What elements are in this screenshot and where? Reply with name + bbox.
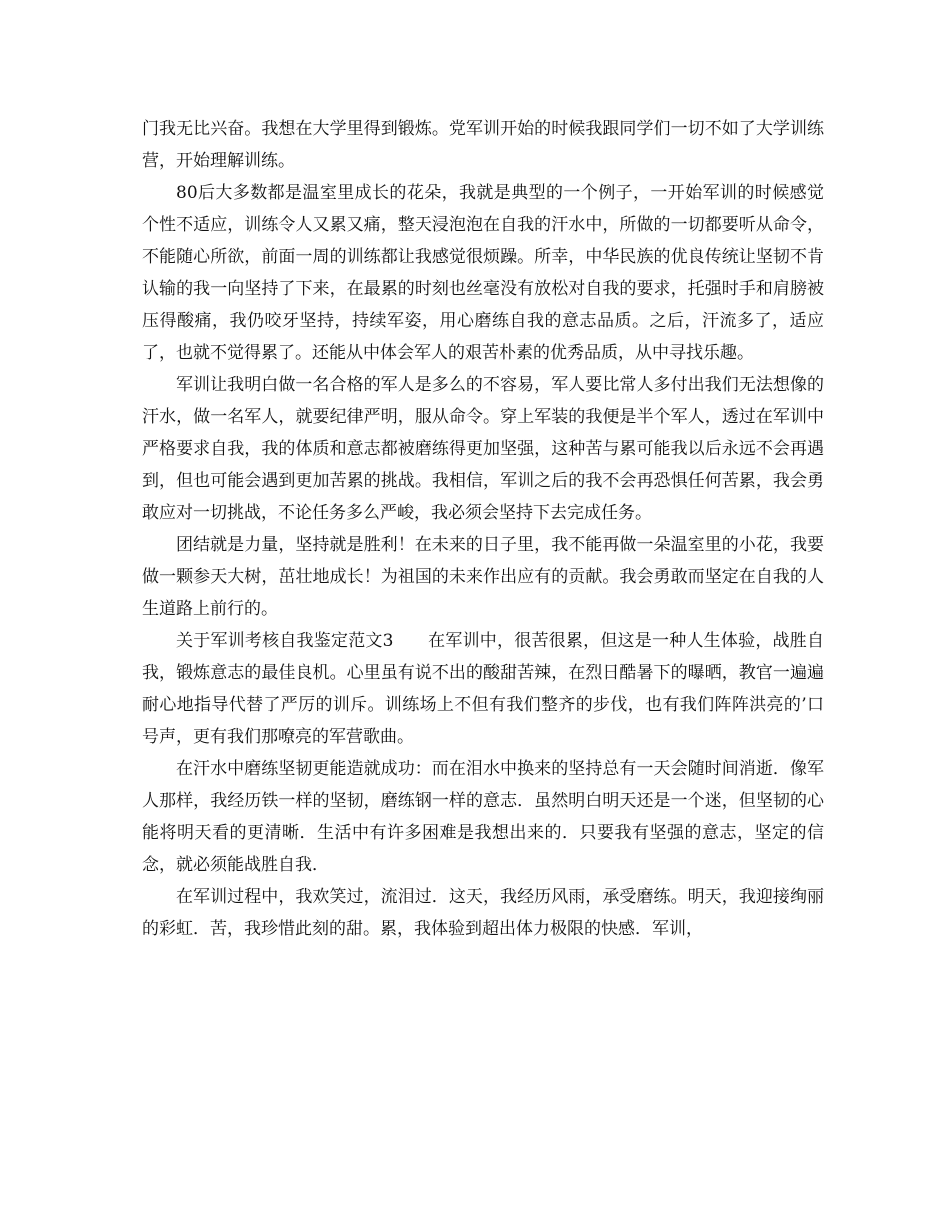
paragraph-4: 团结就是力量，坚持就是胜利！在未来的日子里，我不能再做一朵温室里的小花，我要做一颗参天大树，茁壮地成长！为祖国的未来作出应有的贡献。我会勇敢而坚定在自我的人生道路上前行的。 — [142, 535, 824, 619]
paragraph-7: 在军训过程中，我欢笑过，流泪过．这天，我经历风雨，承受磨练。明天，我迎接绚丽的彩虹．苦，我珍惜此刻的甜。累，我体验到超出体力极限的快感．军训， — [142, 887, 824, 939]
paragraph-1: 门我无比兴奋。我想在大学里得到锻炼。党军训开始的时候我跟同学们一切不如了大学训练营，开始理解训练。 — [142, 119, 824, 171]
paragraph-6: 在汗水中磨练坚韧更能造就成功：而在泪水中换来的坚持总有一天会随时间消逝．像军人那样，我经历铁一样的坚韧，磨练钢一样的意志．虽然明白明天还是一个迷，但坚韧的心能将明天看的更清晰．生活中有许多困难是我想出来的．只要我有坚强的意志，坚定的信念，就必须能战胜自我． — [142, 759, 824, 875]
paragraph-2: 80后大多数都是温室里成长的花朵，我就是典型的一个例子，一开始军训的时候感觉个性不适应，训练令人又累又痛，整天浸泡泡在自我的汗水中，所做的一切都要听从命令，不能随心所欲，前面一周的训练都让我感觉很烦躁。所幸，中华民族的优良传统让坚韧不肯认输的我一向坚持了下来，在最累的时刻也丝毫没有放松对自我的要求，托强时手和肩膀被压得酸痛，我仍咬牙坚持，持续军姿，用心磨练自我的意志品质。之后，汗流多了，适应了，也就不觉得累了。还能从中体会军人的艰苦朴素的优秀品质，从中寻找乐趣。 — [142, 183, 824, 363]
paragraph-3: 军训让我明白做一名合格的军人是多么的不容易，军人要比常人多付出我们无法想像的汗水，做一名军人，就要纪律严明，服从命令。穿上军装的我便是半个军人，透过在军训中严格要求自我，我的体质和意志都被磨练得更加坚强，这种苦与累可能我以后永远不会再遇到，但也可能会遇到更加苦累的挑战。我相信，军训之后的我不会再恐惧任何苦累，我会勇敢应对一切挑战，不论任务多么严峻，我必须会坚持下去完成任务。 — [142, 375, 824, 523]
paragraph-5: 关于军训考核自我鉴定范文3 在军训中，很苦很累，但这是一种人生体验，战胜自我，锻炼意志的最佳良机。心里虽有说不出的酸甜苦辣，在烈日酷暑下的曝晒，教官一遍遍耐心地指导代替了严厉的训斥。训练场上不但有我们整齐的步伐，也有我们阵阵洪亮的’口号声，更有我们那嘹亮的军营歌曲。 — [142, 631, 824, 747]
document-body — [142, 113, 824, 945]
